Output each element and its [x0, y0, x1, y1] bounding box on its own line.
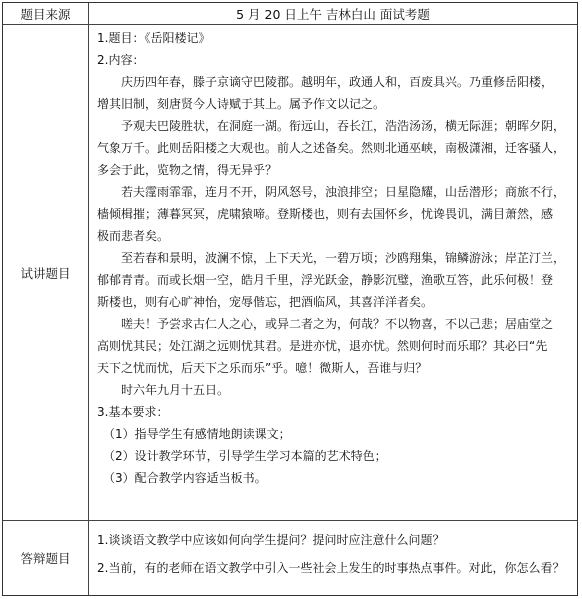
paragraph-4: [97, 247, 569, 313]
paragraph-line: 斯楼也，则有心旷神怡，宠辱偕忘，把酒临风，其喜洋洋者矣。: [97, 295, 434, 309]
paragraph-2: [97, 115, 569, 181]
paragraph-line: 气象万千。此则岳阳楼之大观也。前人之述备矣。然则北通巫峡，南极潇湘，迁客骚人，: [97, 141, 566, 155]
defense-label: 答辩题目: [3, 521, 89, 595]
paragraph-line: 时六年九月十五日。: [121, 383, 230, 397]
content-label: 2.内容：: [97, 53, 145, 67]
defense-question: 2.当前，有的老师在语文教学中引入一些社会上发生的时事热点事件。对此，你怎么看？: [97, 561, 565, 575]
paragraph-line: 极而悲者矣。: [97, 229, 170, 243]
paragraph-line: 庆历四年春，滕子京谪守巴陵郡。越明年，政通人和，百废具兴。乃重修岳阳楼，: [121, 75, 554, 89]
paragraph-line: 若夫霪雨霏霏，连月不开，阴风怒号，浊浪排空；日星隐耀，山岳潜形；商旅不行，: [121, 185, 566, 199]
paragraph-line: 增其旧制，刻唐贤今人诗赋于其上。属予作文以记之。: [97, 97, 386, 111]
defense-question: 1.谈谈语文教学中应该如何向学生提问？提问时应注意什么问题？: [97, 533, 445, 547]
paragraph-line: 多会于此，览物之情，得无异乎？: [97, 163, 278, 177]
paragraph-line: 嗟夫！予尝求古仁人之心，或异二者之为，何哉？不以物喜，不以己悲；居庙堂之: [121, 317, 554, 331]
exam-table: [2, 2, 578, 596]
lecture-topic: 1.题目：《岳阳楼记》: [97, 31, 211, 45]
paragraph-line: 高则忧其民；处江湖之远则忧其君。是进亦忧，退亦忧。然则何时而乐耶？其必曰“先: [97, 339, 548, 353]
lecture-content: [89, 25, 577, 520]
requirement-item: （2）设计教学环节，引导学生学习本篇的艺术特色；: [103, 449, 387, 463]
requirement-item: （1）指导学生有感情地朗读课文；: [103, 427, 291, 441]
paragraph-line: 郁郁青青。而或长烟一空，皓月千里，浮光跃金，静影沉璧，渔歌互答，此乐何极！登: [97, 273, 554, 287]
exam-title: 5 月 20 日上午 吉林白山 面试考题: [236, 6, 430, 22]
paragraph-6: [97, 379, 569, 401]
paragraph-line: 至若春和景明，波澜不惊，上下天光，一碧万顷；沙鸥翔集，锦鳞游泳；岸芷汀兰，: [121, 251, 566, 265]
header-row: [3, 3, 577, 25]
defense-content: [89, 521, 577, 595]
lecture-label: 试讲题目: [3, 25, 89, 520]
paragraph-line: 予观夫巴陵胜状，在洞庭一湖。衔远山，吞长江，浩浩汤汤，横无际涯；朝晖夕阴，: [121, 119, 566, 133]
paragraph-line: 樯倾楫摧；薄暮冥冥，虎啸猿啼。登斯楼也，则有去国怀乡，忧谗畏讥，满目萧然，感: [97, 207, 554, 221]
requirements-label: 3.基本要求：: [97, 405, 169, 419]
paragraph-5: [97, 313, 569, 379]
paragraph-1: [97, 71, 569, 115]
defense-row: [3, 521, 577, 595]
requirement-item: （3）配合教学内容适当板书。: [103, 471, 267, 485]
lecture-row: [3, 25, 577, 521]
source-label: 题目来源: [3, 3, 89, 24]
paragraph-3: [97, 181, 569, 247]
paragraph-line: 天下之忧而忧，后天下之乐而乐”乎。噫！微斯人，吾谁与归？: [97, 361, 428, 375]
